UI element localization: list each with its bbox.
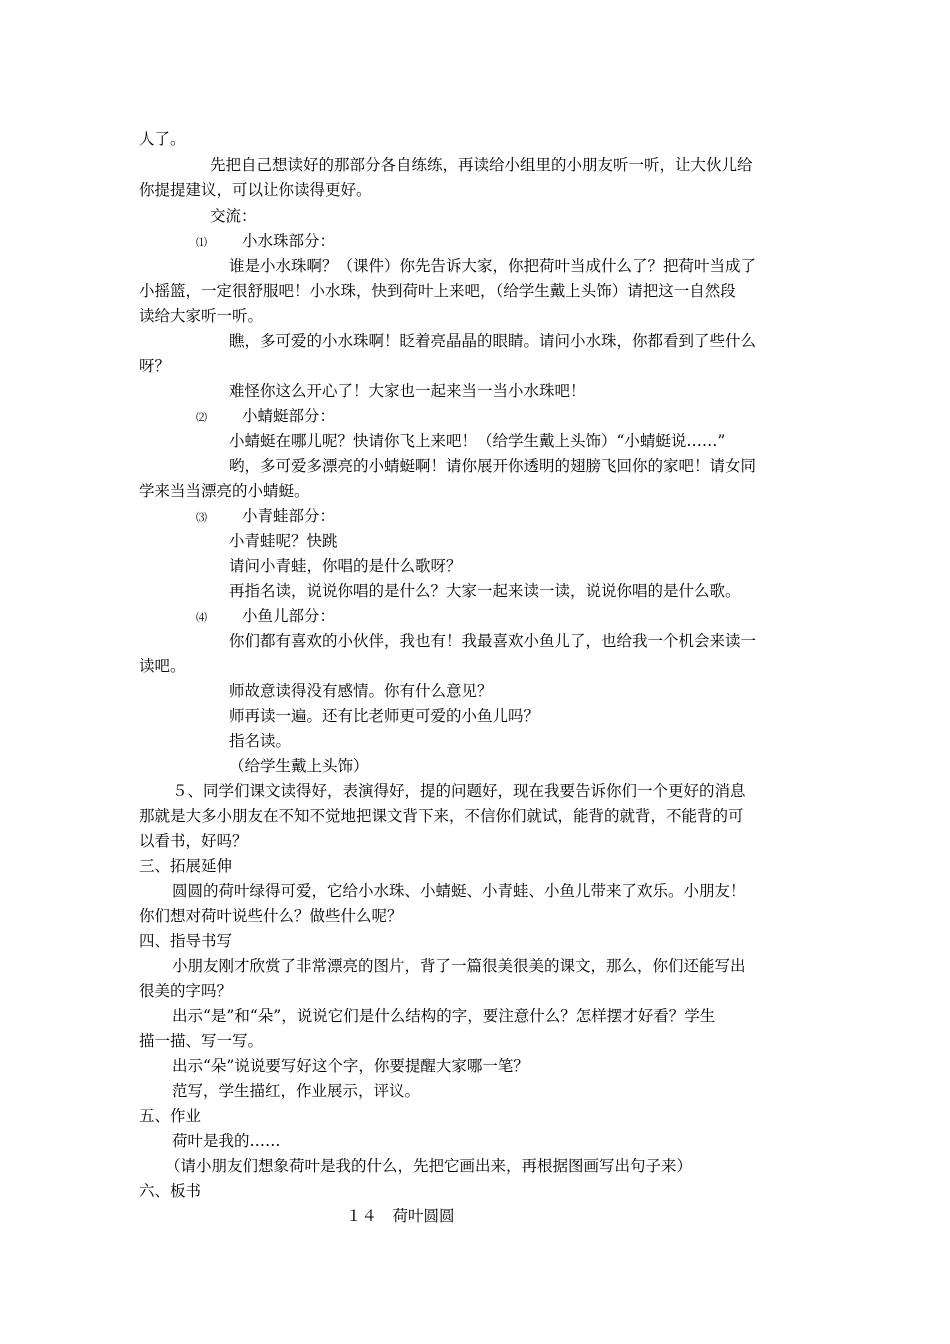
text-line: 小青蛙呢？快跳 xyxy=(229,532,338,550)
text-line: 呀？ xyxy=(139,357,171,375)
text-line: 出示“是”和“朵”，说说它们是什么结构的字，要注意什么？怎样摆才好看？学生 xyxy=(172,1007,716,1025)
text-line: 以看书，好吗？ xyxy=(139,832,248,850)
section-heading: 小青蛙部分： xyxy=(242,507,336,525)
text-line: 瞧，多可爱的小水珠啊！眨着亮晶晶的眼睛。请问小水珠，你都看到了些什么 xyxy=(229,332,757,350)
section-heading: 五、作业 xyxy=(139,1107,202,1125)
text-line: 你们想对荷叶说些什么？做些什么呢？ xyxy=(139,907,403,925)
text-line: 范写，学生描红，作业展示，评议。 xyxy=(172,1082,421,1100)
text-line: 先把自己想读好的那部分各自练练，再读给小组里的小朋友听一听，让大伙儿给 xyxy=(210,156,753,174)
text-line: 哟，多可爱多漂亮的小蜻蜓啊！请你展开你透明的翅膀飞回你的家吧！请女同 xyxy=(229,457,757,475)
list-item xyxy=(196,604,335,628)
text-line: 交流： xyxy=(210,207,257,225)
text-line: 荷叶是我的…… xyxy=(172,1132,281,1150)
list-item xyxy=(196,404,335,428)
text-line: 指名读。 xyxy=(229,732,292,750)
section-heading: 小鱼儿部分： xyxy=(242,607,336,625)
text-line: 小摇篮，一定很舒服吧！小水珠，快到荷叶上来吧，（给学生戴上头饰）请把这一自然段 xyxy=(139,282,736,300)
text-line: （给学生戴上头饰） xyxy=(229,757,369,775)
text-line: 读吧。 xyxy=(139,657,186,675)
list-marker: ⑴ xyxy=(196,236,207,249)
text-line: 师再读一遍。还有比老师更可爱的小鱼儿吗？ xyxy=(229,707,540,725)
text-line: 人了。 xyxy=(139,130,186,148)
section-heading: 小蜻蜓部分： xyxy=(242,407,336,425)
text-line: 难怪你这么开心了！大家也一起来当一当小水珠吧！ xyxy=(229,382,586,400)
text-line: 师故意读得没有感情。你有什么意见？ xyxy=(229,682,493,700)
text-line: 读给大家听一听。 xyxy=(139,307,264,325)
text-line: 你提提建议，可以让你读得更好。 xyxy=(139,181,372,199)
section-heading: 四、指导书写 xyxy=(139,932,233,950)
text-line: 出示“朵”说说要写好这个字，你要提醒大家哪一笔？ xyxy=(172,1057,529,1075)
text-line: 圆圆的荷叶绿得可爱，它给小水珠、小蜻蜓、小青蛙、小鱼儿带来了欢乐。小朋友！ xyxy=(172,882,746,900)
text-line: 学来当当漂亮的小蜻蜓。 xyxy=(139,482,310,500)
text-line: ５、同学们课文读得好，表演得好，提的问题好，现在我要告诉你们一个更好的消息 xyxy=(172,782,746,800)
text-line: 你们都有喜欢的小伙伴，我也有！我最喜欢小鱼儿了，也给我一个机会来读一 xyxy=(229,632,757,650)
list-marker: ⑷ xyxy=(196,611,207,624)
list-item xyxy=(196,504,335,528)
text-line: 很美的字吗？ xyxy=(139,982,233,1000)
section-heading: 三、拓展延伸 xyxy=(139,857,233,875)
text-line: 请问小青蛙，你唱的是什么歌呀？ xyxy=(229,557,462,575)
text-line: 那就是大多小朋友在不知不觉地把课文背下来，不信你们就试，能背的就背，不能背的可 xyxy=(139,807,744,825)
board-title: １４ 荷叶圆圆 xyxy=(346,1207,455,1225)
list-marker: ⑶ xyxy=(196,511,207,524)
section-heading: 小水珠部分： xyxy=(242,232,336,250)
text-line: （请小朋友们想象荷叶是我的什么，先把它画出来，再根据图画写出句子来） xyxy=(165,1157,693,1175)
text-line: 描一描、写一写。 xyxy=(139,1032,264,1050)
text-line: 再指名读，说说你唱的是什么？大家一起来读一读，说说你唱的是什么歌。 xyxy=(229,582,741,600)
text-line: 小蜻蜓在哪儿呢？快请你飞上来吧！（给学生戴上头饰）“小蜻蜓说……” xyxy=(229,432,726,450)
section-heading: 六、板书 xyxy=(139,1182,202,1200)
text-line: 小朋友刚才欣赏了非常漂亮的图片，背了一篇很美很美的课文，那么，你们还能写出 xyxy=(172,957,746,975)
text-line: 谁是小水珠啊？（课件）你先告诉大家，你把荷叶当成什么了？把荷叶当成了 xyxy=(229,257,757,275)
list-marker: ⑵ xyxy=(196,411,207,424)
list-item xyxy=(196,229,335,253)
